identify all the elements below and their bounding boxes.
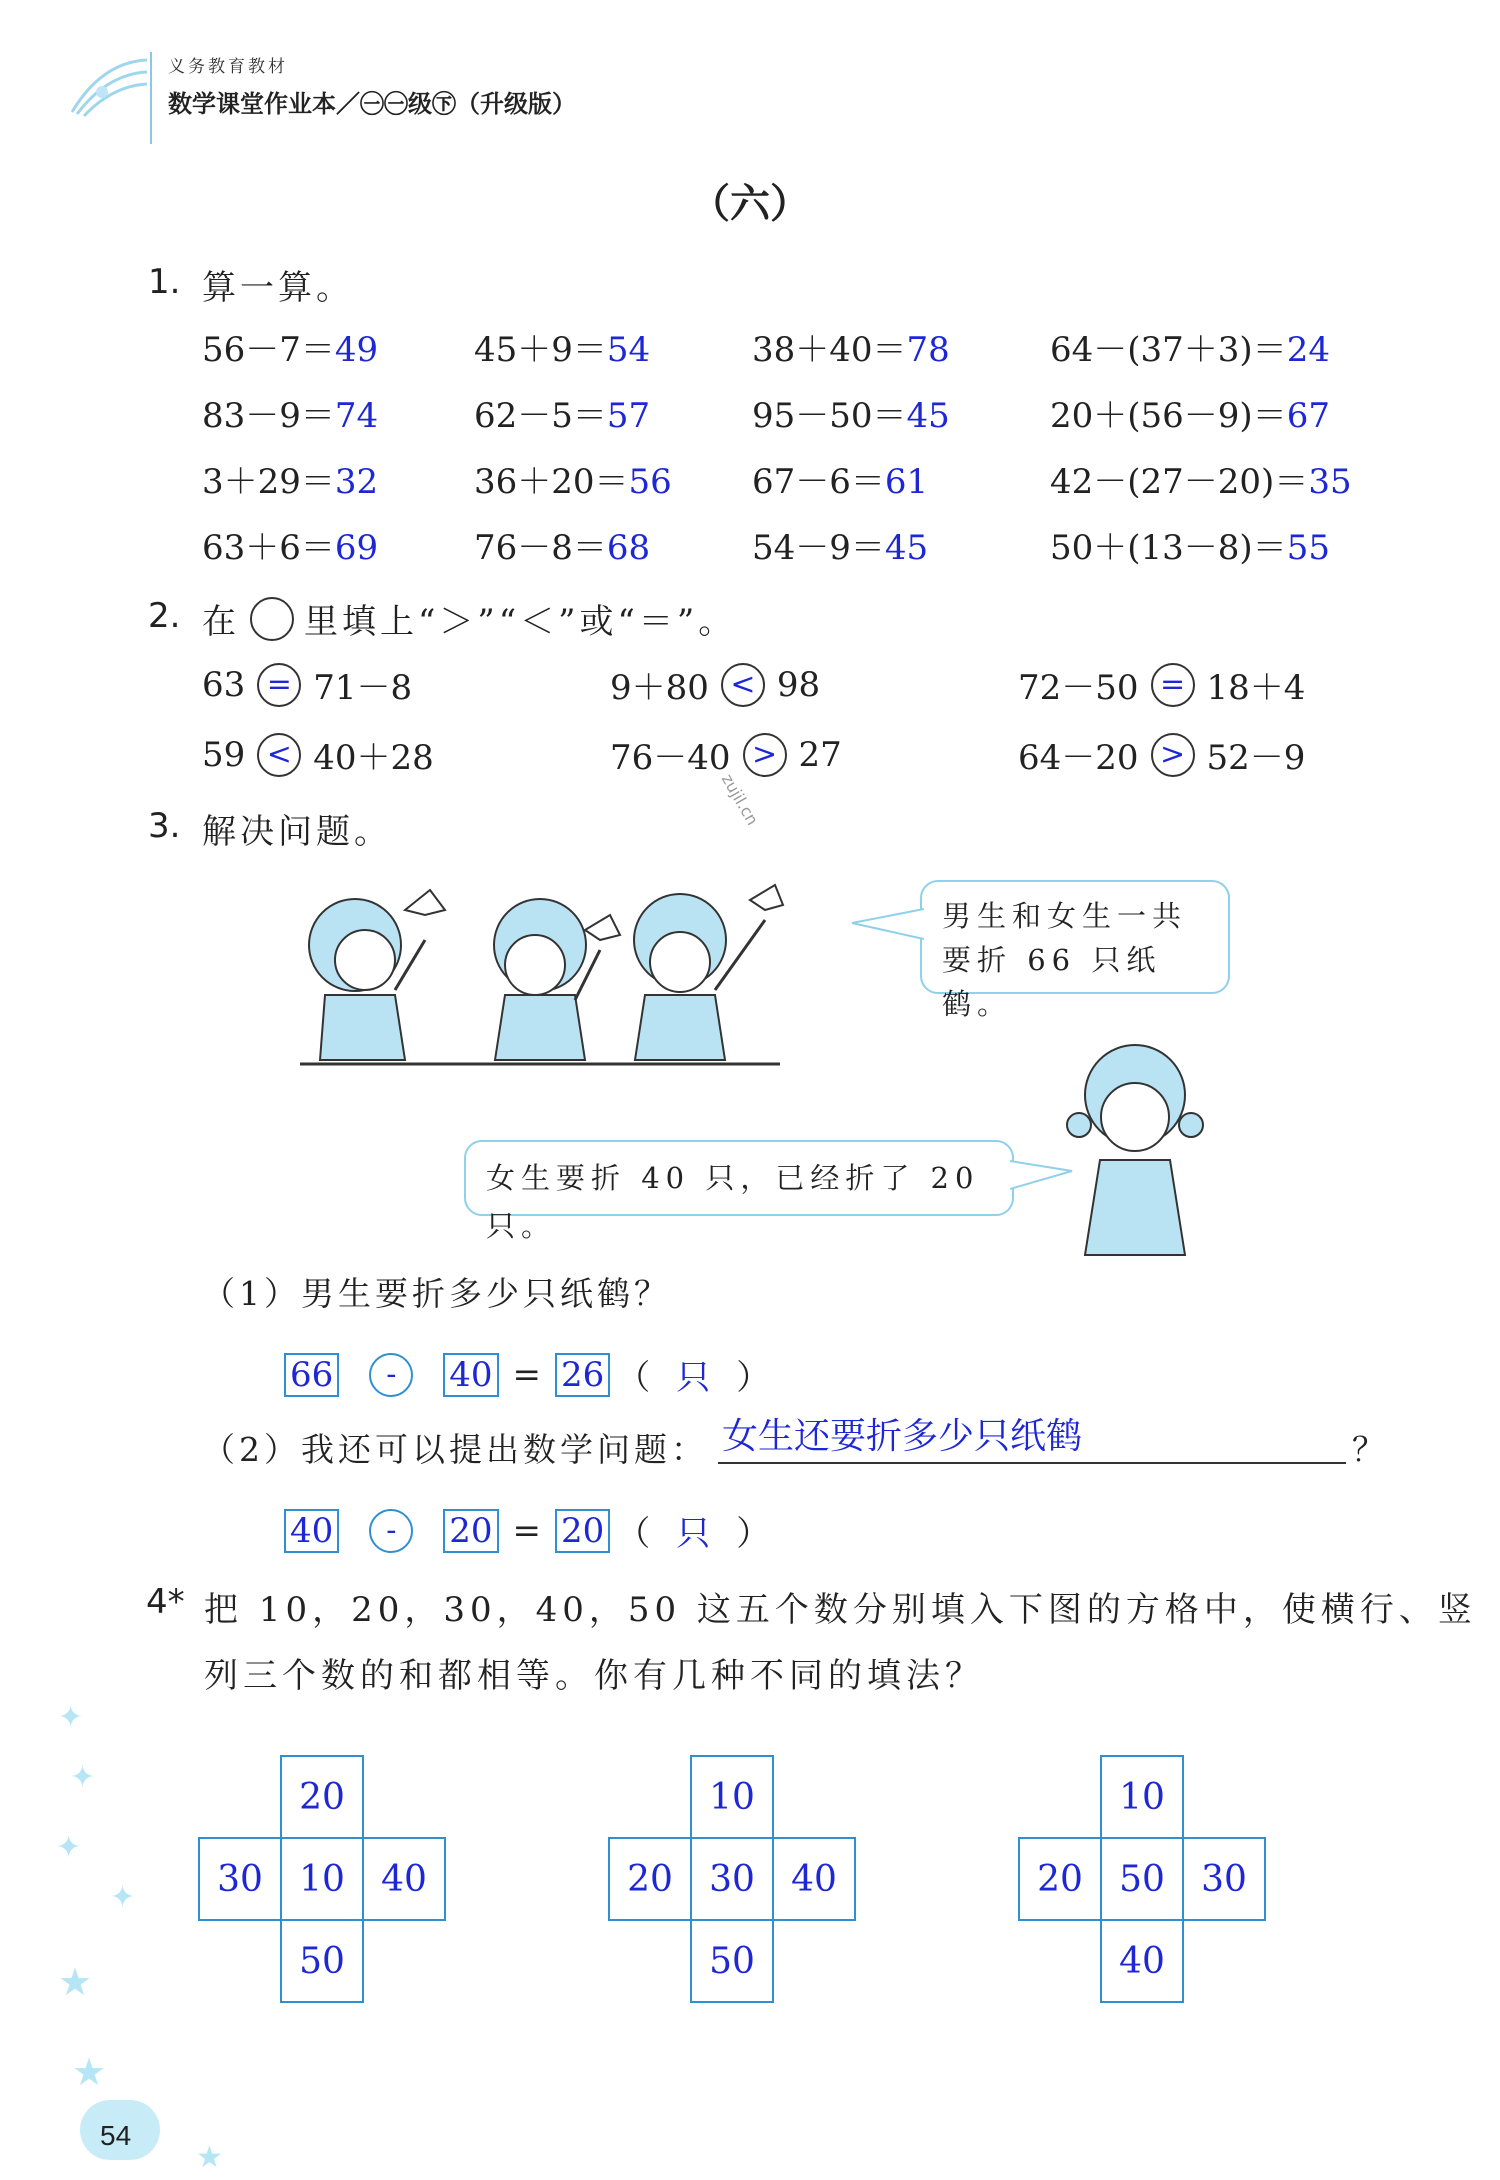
calc-item bbox=[202, 520, 378, 569]
grid-cell-right: 30 bbox=[1182, 1837, 1266, 1921]
answer-underline bbox=[718, 1462, 1346, 1464]
calc-answer: 54 bbox=[606, 330, 651, 370]
calc-expression: 83－9＝ bbox=[202, 396, 335, 436]
calc-answer: 49 bbox=[334, 330, 379, 370]
bubble-tail-icon bbox=[850, 905, 924, 945]
sub1-unit-close: ） bbox=[736, 1358, 771, 1398]
q2-number: 2. bbox=[148, 596, 181, 636]
header-book-title: 数学课堂作业本／㊀㊀级㊦（升级版） bbox=[168, 89, 576, 118]
grid-cell-top: 10 bbox=[1100, 1755, 1184, 1839]
sub2-operand-b: 20 bbox=[443, 1509, 498, 1553]
calc-expression: 20＋(56－9)＝ bbox=[1050, 396, 1287, 436]
q3-sub2-answer: 女生还要折多少只纸鹤 bbox=[722, 1415, 1083, 1456]
grid-cell-top: 20 bbox=[280, 1755, 364, 1839]
grid-cell-center: 10 bbox=[280, 1837, 364, 1921]
calc-expression: 45＋9＝ bbox=[474, 330, 607, 370]
grid-cell-bottom: 50 bbox=[690, 1919, 774, 2003]
calc-item bbox=[202, 388, 378, 437]
comparison-left: 9＋80 bbox=[610, 668, 709, 708]
grid-cell-left: 20 bbox=[608, 1837, 692, 1921]
q3-sub2-equation bbox=[284, 1506, 770, 1555]
star-icon: ★ bbox=[72, 2050, 107, 2094]
calc-expression: 62－5＝ bbox=[474, 396, 607, 436]
calc-expression: 38＋40＝ bbox=[752, 330, 907, 370]
q3-sub1-label: （1）男生要折多少只纸鹤？ bbox=[202, 1274, 671, 1313]
calc-expression: 95－50＝ bbox=[752, 396, 907, 436]
comparison-item bbox=[1018, 730, 1305, 779]
blank-circle-icon bbox=[250, 597, 294, 641]
star-icon: ★ bbox=[58, 1960, 93, 2004]
calc-answer: 35 bbox=[1308, 462, 1352, 502]
sub1-equals: = bbox=[512, 1354, 542, 1395]
q3-text: 解决问题。 bbox=[202, 812, 392, 852]
q4-text-line1: 把 10，20，30，40，50 这五个数分别填入下图的方格中，使横行、竖 bbox=[204, 1590, 1477, 1630]
comparison-right: 18＋4 bbox=[1206, 668, 1306, 708]
children-illustration bbox=[295, 870, 785, 1070]
grid-cell-left: 20 bbox=[1018, 1837, 1102, 1921]
calc-item bbox=[202, 322, 378, 371]
calc-expression: 63＋6＝ bbox=[202, 528, 335, 568]
sub2-operator: - bbox=[369, 1509, 413, 1553]
q4-number: 4* bbox=[146, 1582, 185, 1622]
star-icon: ✦ bbox=[70, 1760, 96, 1795]
star-icon: ✦ bbox=[56, 1830, 82, 1865]
sub2-result: 20 bbox=[555, 1509, 610, 1553]
calc-item bbox=[752, 520, 928, 569]
comparison-right: 52－9 bbox=[1206, 738, 1306, 778]
header-divider bbox=[150, 52, 152, 144]
q2-instruction bbox=[202, 594, 736, 643]
calc-item bbox=[474, 388, 650, 437]
calc-item bbox=[752, 322, 950, 371]
comparison-right: 27 bbox=[798, 734, 842, 775]
q4-text-line2: 列三个数的和都相等。你有几种不同的填法？ bbox=[204, 1656, 984, 1696]
star-icon: ✦ bbox=[110, 1880, 136, 1915]
calc-expression: 56－7＝ bbox=[202, 330, 335, 370]
sub2-equals: = bbox=[512, 1510, 542, 1551]
grid-cell-bottom: 50 bbox=[280, 1919, 364, 2003]
calc-answer: 57 bbox=[606, 396, 651, 436]
q2-text-after: 里填上“＞”“＜”或“＝”。 bbox=[304, 602, 737, 642]
calc-answer: 67 bbox=[1286, 396, 1330, 436]
girl-illustration bbox=[1065, 1025, 1205, 1265]
comparison-sign: < bbox=[257, 733, 301, 777]
calc-expression: 42－(27－20)＝ bbox=[1050, 462, 1309, 502]
comparison-left: 76－40 bbox=[610, 738, 731, 778]
sub1-operator: - bbox=[369, 1353, 413, 1397]
q1-number: 1. bbox=[148, 262, 181, 302]
calc-answer: 45 bbox=[906, 396, 950, 436]
comparison-item bbox=[202, 660, 412, 709]
comparison-right: 71－8 bbox=[313, 668, 413, 708]
q1-text: 算一算。 bbox=[202, 268, 354, 308]
comparison-sign: = bbox=[1151, 663, 1195, 707]
q3-sub2-label: （2）我还可以提出数学问题： bbox=[202, 1430, 708, 1469]
calc-item bbox=[474, 520, 650, 569]
calc-answer: 32 bbox=[334, 462, 379, 502]
q3-sub2-qmark: ？ bbox=[1352, 1430, 1385, 1469]
calc-item bbox=[1050, 454, 1352, 503]
sub1-unit-open: （ bbox=[616, 1358, 651, 1398]
grid-cell-bottom: 40 bbox=[1100, 1919, 1184, 2003]
calc-answer: 56 bbox=[628, 462, 672, 502]
q3-number: 3. bbox=[148, 806, 181, 846]
calc-answer: 24 bbox=[1286, 330, 1330, 370]
sub1-result: 26 bbox=[555, 1353, 610, 1397]
calc-item bbox=[1050, 322, 1330, 371]
grid-cell-left: 30 bbox=[198, 1837, 282, 1921]
comparison-sign: > bbox=[1151, 733, 1195, 777]
calc-answer: 69 bbox=[334, 528, 379, 568]
comparison-sign: = bbox=[257, 663, 301, 707]
sub1-unit: 只 bbox=[676, 1358, 711, 1398]
comparison-item bbox=[610, 730, 842, 779]
calc-answer: 78 bbox=[906, 330, 950, 370]
q3-sub1-equation bbox=[284, 1350, 770, 1399]
grid-cell-top: 10 bbox=[690, 1755, 774, 1839]
speech-bubble-boy: 男生和女生一共要折 66 只纸鹤。 bbox=[920, 880, 1230, 994]
star-icon: ★ bbox=[196, 2140, 223, 2175]
calc-item bbox=[1050, 520, 1330, 569]
calc-expression: 54－9＝ bbox=[752, 528, 885, 568]
grid-cell-center: 50 bbox=[1100, 1837, 1184, 1921]
star-icon: ✦ bbox=[58, 1700, 84, 1735]
calc-item bbox=[202, 454, 378, 503]
calc-expression: 3＋29＝ bbox=[202, 462, 335, 502]
sub2-operand-a: 40 bbox=[284, 1509, 339, 1553]
page-title: （六） bbox=[690, 180, 810, 227]
comparison-left: 59 bbox=[202, 734, 246, 775]
sub1-operand-a: 66 bbox=[284, 1353, 339, 1397]
header-series: 义务教育教材 bbox=[168, 57, 288, 77]
calc-expression: 36＋20＝ bbox=[474, 462, 629, 502]
calc-item bbox=[474, 454, 672, 503]
comparison-right: 98 bbox=[776, 664, 821, 705]
comparison-item bbox=[610, 660, 820, 709]
calc-item bbox=[1050, 388, 1330, 437]
calc-answer: 68 bbox=[606, 528, 651, 568]
sub1-operand-b: 40 bbox=[443, 1353, 498, 1397]
grid-cell-right: 40 bbox=[362, 1837, 446, 1921]
page-number: 54 bbox=[100, 2120, 132, 2151]
calc-item bbox=[474, 322, 650, 371]
comparison-item bbox=[202, 730, 434, 779]
comparison-left: 63 bbox=[202, 664, 246, 705]
publisher-logo bbox=[62, 52, 152, 122]
calc-expression: 76－8＝ bbox=[474, 528, 607, 568]
calc-answer: 45 bbox=[884, 528, 929, 568]
calc-expression: 67－6＝ bbox=[752, 462, 885, 502]
calc-answer: 61 bbox=[884, 462, 929, 502]
comparison-left: 64－20 bbox=[1018, 738, 1139, 778]
calc-item bbox=[752, 454, 928, 503]
watermark: zujil.cn bbox=[717, 770, 763, 829]
sub2-unit-open: （ bbox=[616, 1514, 651, 1554]
comparison-sign: < bbox=[721, 663, 765, 707]
grid-cell-right: 40 bbox=[772, 1837, 856, 1921]
calc-answer: 74 bbox=[334, 396, 379, 436]
calc-answer: 55 bbox=[1286, 528, 1330, 568]
sub2-unit: 只 bbox=[676, 1514, 711, 1554]
calc-item bbox=[752, 388, 950, 437]
comparison-item bbox=[1018, 660, 1305, 709]
sub2-unit-close: ） bbox=[736, 1514, 771, 1554]
comparison-left: 72－50 bbox=[1018, 668, 1139, 708]
calc-expression: 50＋(13－8)＝ bbox=[1050, 528, 1287, 568]
comparison-right: 40＋28 bbox=[313, 738, 434, 778]
grid-cell-center: 30 bbox=[690, 1837, 774, 1921]
q2-text-before: 在 bbox=[202, 602, 240, 642]
calc-expression: 64－(37＋3)＝ bbox=[1050, 330, 1287, 370]
comparison-sign: > bbox=[743, 733, 787, 777]
speech-bubble-girl: 女生要折 40 只，已经折了 20 只。 bbox=[464, 1140, 1014, 1216]
